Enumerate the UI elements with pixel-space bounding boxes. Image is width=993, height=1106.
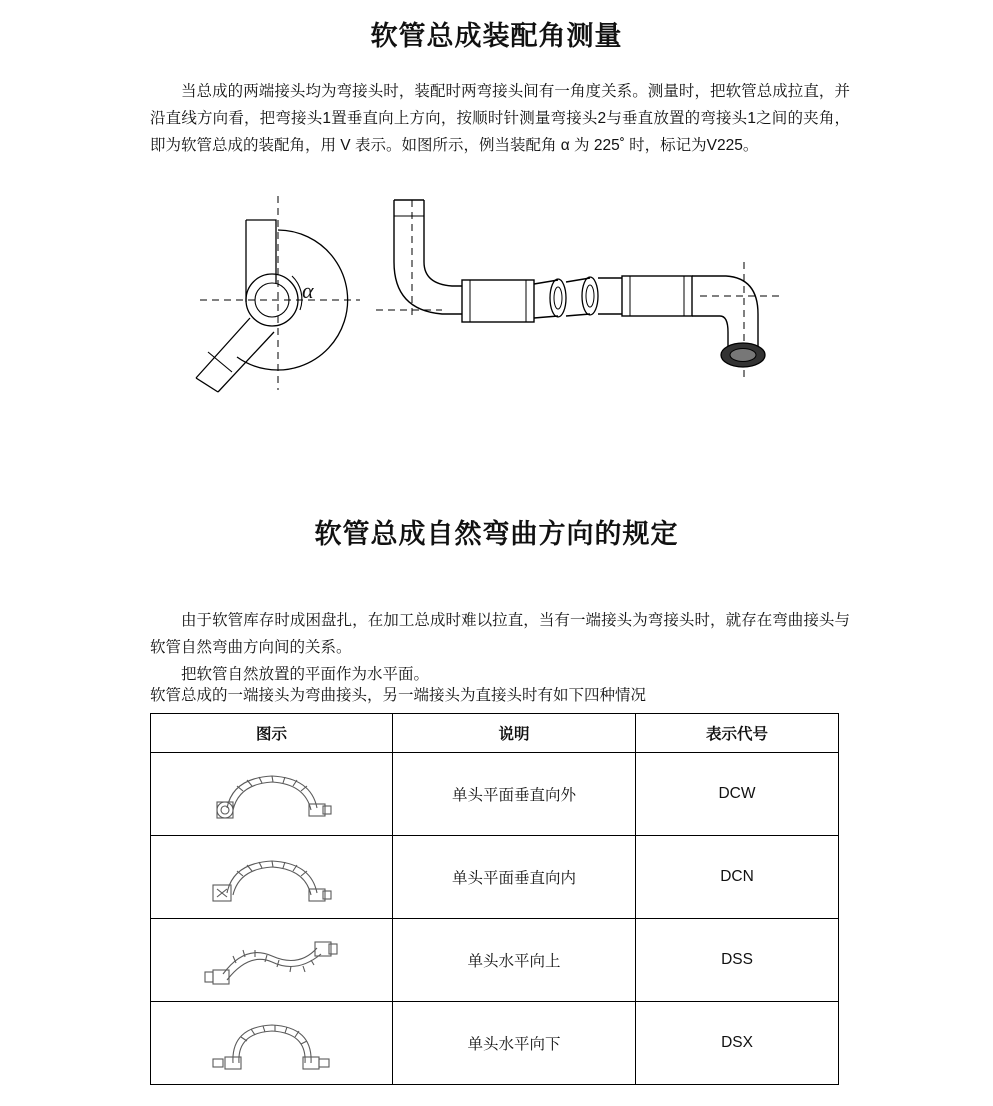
assembly-angle-figure: [180, 192, 820, 407]
row-code: DCW: [636, 753, 839, 836]
section-1-title-wrap: [0, 14, 993, 53]
section-title: 软管总成自然弯曲方向的规定: [314, 519, 679, 549]
table-caption: 软管总成的一端接头为弯曲接头，另一端接头为直接头时有如下四种情况: [150, 687, 647, 704]
row-description: 单头平面垂直向外: [393, 753, 636, 836]
page-title: 软管总成装配角测量: [370, 21, 623, 51]
table-row: [151, 919, 839, 1002]
section-2-body: [150, 607, 850, 688]
table-row: [151, 1002, 839, 1085]
table-row: [151, 753, 839, 836]
row-code: DSS: [636, 919, 839, 1002]
angle-label: α: [302, 278, 314, 303]
row-description: 单头水平向上: [393, 919, 636, 1002]
hose-direction-table: [150, 713, 839, 1085]
bend-vertical-outward-icon: [151, 753, 393, 836]
row-description: 单头平面垂直向内: [393, 836, 636, 919]
bend-vertical-inward-icon: [151, 836, 393, 919]
assembly-angle-diagram: [180, 192, 820, 407]
row-code: DCN: [636, 836, 839, 919]
column-header-description: 说明: [393, 714, 636, 753]
section-1-body: [150, 78, 850, 159]
table-header-row: [151, 714, 839, 753]
row-code: DSX: [636, 1002, 839, 1085]
paragraph: 当总成的两端接头均为弯接头时，装配时两弯接头间有一角度关系。测量时，把软管总成拉直，并沿直线方向看，把弯接头1置垂直向上方向，按顺时针测量弯接头2与垂直放置的弯接头1之间的夹角，即为软管总成的装配角，用 V 表示。如图所示，例当装配角 α 为 225˚ 时，标记为V225。: [150, 83, 850, 154]
paragraph: 由于软管库存时成困盘扎，在加工总成时难以拉直，当有一端接头为弯接头时，就存在弯曲接头与软管自然弯曲方向间的关系。: [150, 612, 850, 656]
bend-horizontal-down-icon: [151, 1002, 393, 1085]
row-description: 单头水平向下: [393, 1002, 636, 1085]
bend-horizontal-up-icon: [151, 919, 393, 1002]
column-header-code: 表示代号: [636, 714, 839, 753]
paragraph: 把软管自然放置的平面作为水平面。: [181, 666, 430, 683]
column-header-figure: 图示: [151, 714, 393, 753]
table-row: [151, 836, 839, 919]
section-2-title-wrap: [0, 512, 993, 551]
